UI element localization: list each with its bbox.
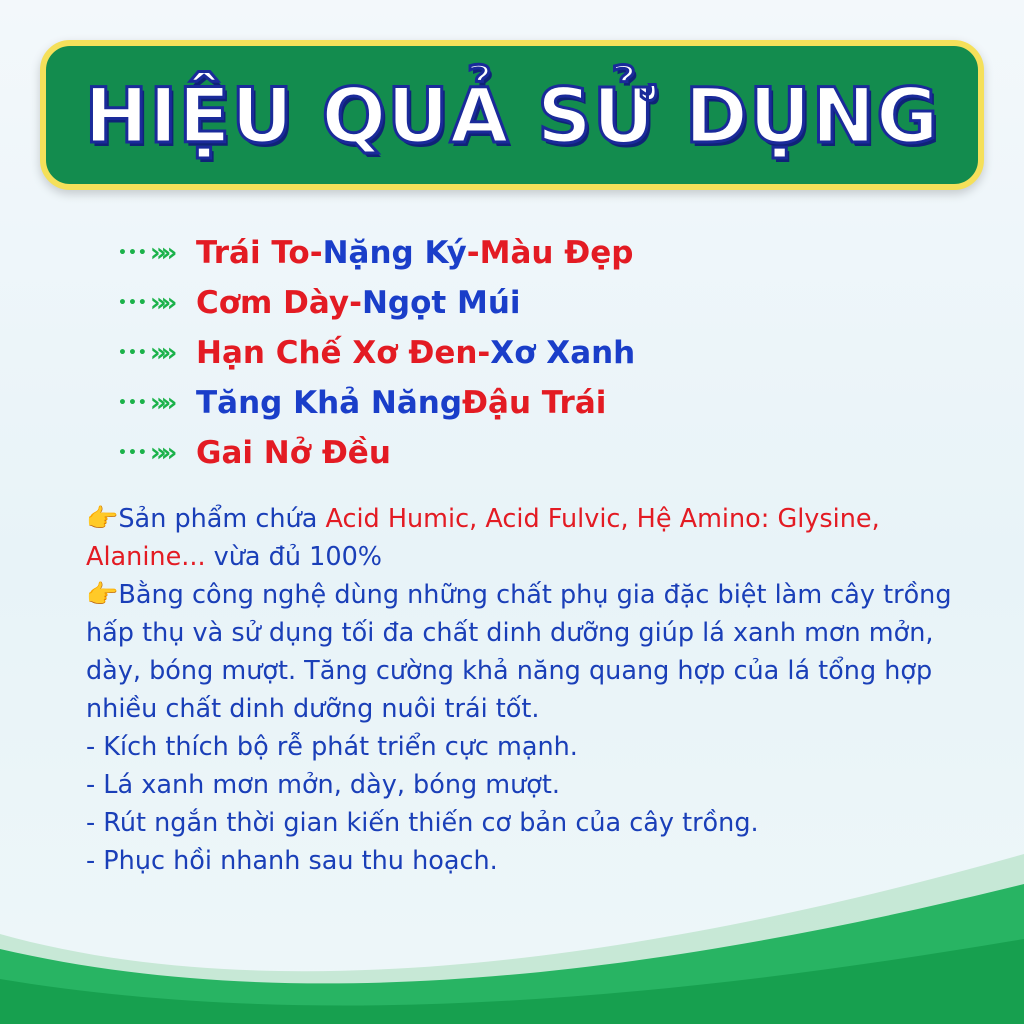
benefit-part: Nặng Ký [322, 235, 467, 271]
effect-item: - Kích thích bộ rễ phát triển cực mạnh. [86, 732, 578, 762]
double-chevron-right-icon: ••• »» [118, 438, 172, 468]
benefit-part: Tăng Khả Năng [196, 385, 463, 421]
double-chevron-right-icon: ••• »» [118, 238, 172, 268]
benefit-item [118, 328, 635, 378]
backhand-index-pointing-right-icon: 👉 [86, 580, 119, 610]
benefit-separator: - [466, 235, 480, 271]
effect-item: - Rút ngắn thời gian kiến thiến cơ bản của cây trồng. [86, 808, 759, 838]
ingredients-lead: Sản phẩm chứa [118, 504, 326, 534]
benefit-part: Màu Đẹp [479, 235, 634, 271]
page-title: HIỆU QUẢ SỬ DỤNG [84, 70, 940, 160]
benefit-item [118, 378, 635, 428]
ingredients-paragraph [86, 500, 986, 576]
benefit-separator: - [477, 335, 491, 371]
benefit-part: Gai Nở Đều [196, 435, 391, 471]
title-banner [40, 40, 984, 190]
double-chevron-right-icon: ••• »» [118, 388, 172, 418]
technology-paragraph [86, 576, 986, 728]
benefit-item [118, 228, 635, 278]
benefit-part: Ngọt Múi [361, 285, 521, 321]
benefit-part: Cơm Dày [196, 285, 350, 321]
benefit-item [118, 428, 635, 478]
technology-text: Bằng công nghệ dùng những chất phụ gia đặc biệt làm cây trồng hấp thụ và sử dụng tối đa chất dinh dưỡng giúp lá xanh mơn mởn, dày, bóng mượt. Tăng cường khả năng quang hợp của lá tổng hợp nhiều chất dinh dưỡng nuôi trái tốt. [86, 580, 952, 724]
backhand-index-pointing-right-icon: 👉 [86, 504, 119, 534]
benefit-list [118, 228, 635, 478]
benefit-part: Trái To [196, 235, 310, 271]
benefit-item [118, 278, 635, 328]
double-chevron-right-icon: ••• »» [118, 288, 172, 318]
ingredients-tail: vừa đủ 100% [205, 542, 383, 572]
ingredients-highlight: Acid Humic, Acid Fulvic, Hệ Amino: Glysine, Alanine... [86, 504, 880, 572]
green-wave-decoration [0, 854, 1024, 1024]
benefit-part: Đậu Trái [462, 385, 607, 421]
effect-item: - Lá xanh mơn mởn, dày, bóng mượt. [86, 770, 560, 800]
benefit-part: Xơ Xanh [490, 335, 636, 371]
benefit-part: Hạn Chế Xơ Đen [196, 335, 478, 371]
double-chevron-right-icon: ••• »» [118, 338, 172, 368]
benefit-separator: - [349, 285, 362, 321]
benefit-separator: - [309, 235, 323, 271]
effect-item: - Phục hồi nhanh sau thu hoạch. [86, 846, 498, 876]
description [86, 500, 986, 880]
